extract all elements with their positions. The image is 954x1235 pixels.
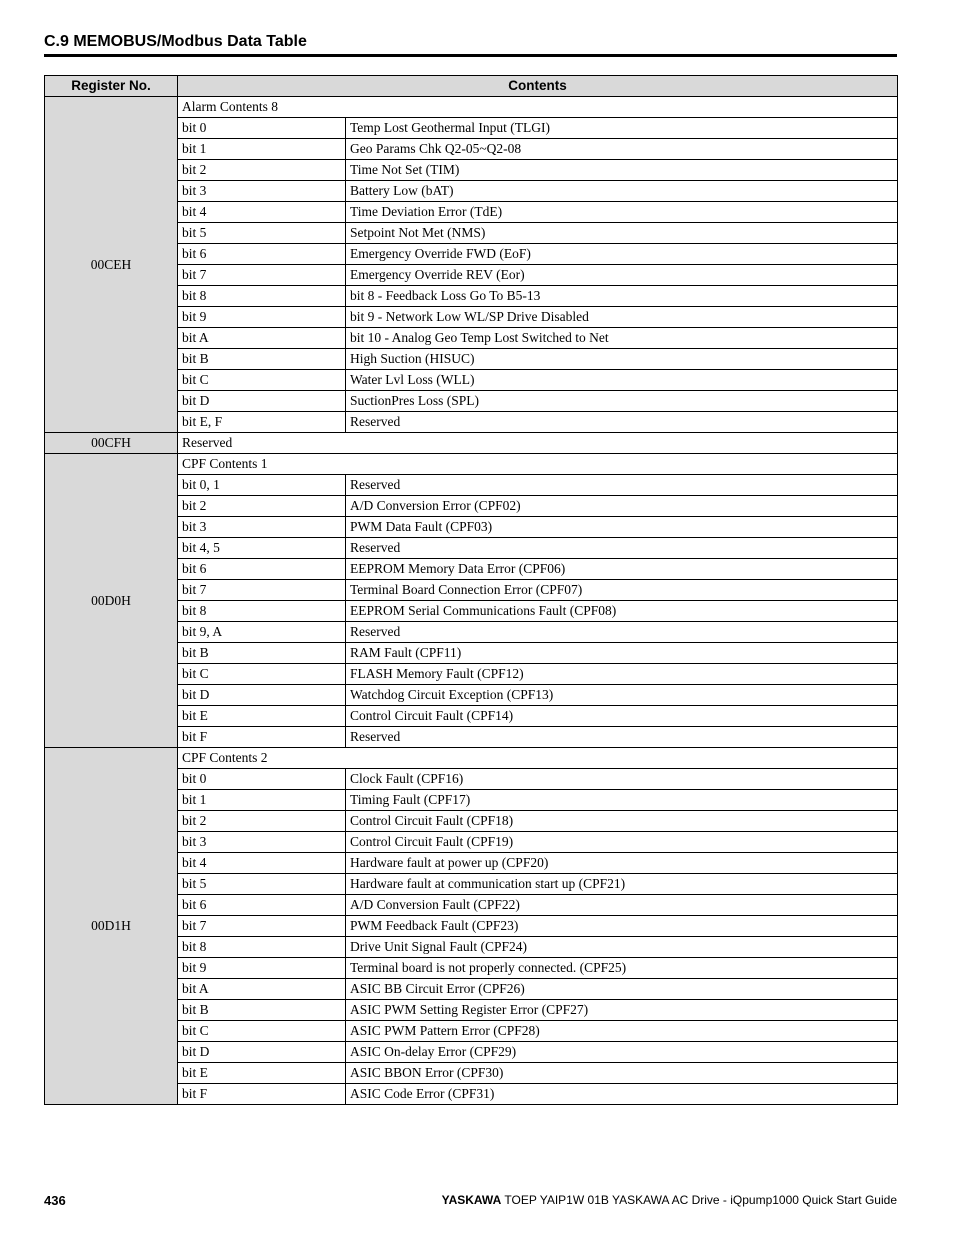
- bit-label: bit 2: [178, 160, 346, 181]
- bit-label: bit 6: [178, 244, 346, 265]
- bit-description: Hardware fault at power up (CPF20): [346, 853, 898, 874]
- bit-label: bit C: [178, 664, 346, 685]
- bit-description: Drive Unit Signal Fault (CPF24): [346, 937, 898, 958]
- bit-description: EEPROM Serial Communications Fault (CPF08): [346, 601, 898, 622]
- register-caption-row: [45, 97, 898, 118]
- bit-description: SuctionPres Loss (SPL): [346, 391, 898, 412]
- bit-label: bit B: [178, 1000, 346, 1021]
- register-no-header: Register No.: [45, 76, 178, 97]
- bit-label: bit C: [178, 1021, 346, 1042]
- register-table: [44, 75, 898, 1105]
- bit-label: bit 2: [178, 811, 346, 832]
- register-caption: CPF Contents 2: [178, 748, 898, 769]
- bit-label: bit 0: [178, 118, 346, 139]
- bit-description: A/D Conversion Error (CPF02): [346, 496, 898, 517]
- bit-label: bit 7: [178, 916, 346, 937]
- register-number: 00CFH: [45, 433, 178, 454]
- bit-description: RAM Fault (CPF11): [346, 643, 898, 664]
- bit-label: bit 9, A: [178, 622, 346, 643]
- bit-description: High Suction (HISUC): [346, 349, 898, 370]
- bit-description: Terminal board is not properly connected. (CPF25): [346, 958, 898, 979]
- bit-label: bit 6: [178, 895, 346, 916]
- register-number: 00CEH: [45, 97, 178, 433]
- bit-label: bit 0, 1: [178, 475, 346, 496]
- bit-description: Time Not Set (TIM): [346, 160, 898, 181]
- bit-label: bit F: [178, 727, 346, 748]
- register-number: 00D1H: [45, 748, 178, 1105]
- bit-description: Reserved: [346, 727, 898, 748]
- bit-description: EEPROM Memory Data Error (CPF06): [346, 559, 898, 580]
- bit-description: ASIC BBON Error (CPF30): [346, 1063, 898, 1084]
- bit-description: Battery Low (bAT): [346, 181, 898, 202]
- bit-label: bit 1: [178, 139, 346, 160]
- bit-label: bit 3: [178, 181, 346, 202]
- bit-description: ASIC Code Error (CPF31): [346, 1084, 898, 1105]
- bit-description: PWM Data Fault (CPF03): [346, 517, 898, 538]
- bit-label: bit F: [178, 1084, 346, 1105]
- bit-description: Reserved: [346, 538, 898, 559]
- bit-label: bit E: [178, 1063, 346, 1084]
- bit-description: A/D Conversion Fault (CPF22): [346, 895, 898, 916]
- bit-description: Hardware fault at communication start up (CPF21): [346, 874, 898, 895]
- bit-description: Reserved: [346, 475, 898, 496]
- bit-label: bit D: [178, 391, 346, 412]
- bit-description: Temp Lost Geothermal Input (TLGI): [346, 118, 898, 139]
- bit-label: bit B: [178, 349, 346, 370]
- bit-label: bit E: [178, 706, 346, 727]
- bit-description: Time Deviation Error (TdE): [346, 202, 898, 223]
- bit-label: bit 4, 5: [178, 538, 346, 559]
- bit-label: bit 5: [178, 223, 346, 244]
- bit-description: bit 8 - Feedback Loss Go To B5-13: [346, 286, 898, 307]
- contents-header: Contents: [178, 76, 898, 97]
- register-caption: CPF Contents 1: [178, 454, 898, 475]
- bit-description: Timing Fault (CPF17): [346, 790, 898, 811]
- register-caption-row: [45, 748, 898, 769]
- bit-description: ASIC BB Circuit Error (CPF26): [346, 979, 898, 1000]
- bit-label: bit 8: [178, 601, 346, 622]
- bit-description: Clock Fault (CPF16): [346, 769, 898, 790]
- bit-label: bit A: [178, 328, 346, 349]
- bit-description: FLASH Memory Fault (CPF12): [346, 664, 898, 685]
- bit-label: bit 3: [178, 832, 346, 853]
- bit-label: bit C: [178, 370, 346, 391]
- bit-label: bit 3: [178, 517, 346, 538]
- bit-description: Reserved: [346, 412, 898, 433]
- register-number: 00D0H: [45, 454, 178, 748]
- page-number: 436: [44, 1193, 66, 1208]
- bit-description: Geo Params Chk Q2-05~Q2-08: [346, 139, 898, 160]
- bit-label: bit B: [178, 643, 346, 664]
- footer-brand: YASKAWA: [441, 1193, 502, 1207]
- footer-doc-title: [442, 1193, 897, 1207]
- bit-description: Setpoint Not Met (NMS): [346, 223, 898, 244]
- bit-label: bit 7: [178, 265, 346, 286]
- bit-description: ASIC PWM Pattern Error (CPF28): [346, 1021, 898, 1042]
- register-caption: Alarm Contents 8: [178, 97, 898, 118]
- register-caption: Reserved: [178, 433, 898, 454]
- bit-label: bit A: [178, 979, 346, 1000]
- bit-label: bit 0: [178, 769, 346, 790]
- bit-label: bit 5: [178, 874, 346, 895]
- bit-label: bit 9: [178, 958, 346, 979]
- bit-label: bit 7: [178, 580, 346, 601]
- bit-description: Water Lvl Loss (WLL): [346, 370, 898, 391]
- bit-label: bit 4: [178, 202, 346, 223]
- bit-label: bit 6: [178, 559, 346, 580]
- register-caption-row: [45, 454, 898, 475]
- bit-description: Control Circuit Fault (CPF18): [346, 811, 898, 832]
- bit-label: bit 4: [178, 853, 346, 874]
- bit-description: ASIC PWM Setting Register Error (CPF27): [346, 1000, 898, 1021]
- bit-description: bit 9 - Network Low WL/SP Drive Disabled: [346, 307, 898, 328]
- bit-description: PWM Feedback Fault (CPF23): [346, 916, 898, 937]
- bit-description: Control Circuit Fault (CPF19): [346, 832, 898, 853]
- footer-doc-text: TOEP YAIP1W 01B YASKAWA AC Drive - iQpump1000 Quick Start Guide: [504, 1193, 897, 1207]
- table-body: [45, 97, 898, 1105]
- bit-description: Watchdog Circuit Exception (CPF13): [346, 685, 898, 706]
- bit-description: Emergency Override FWD (EoF): [346, 244, 898, 265]
- bit-label: bit D: [178, 1042, 346, 1063]
- bit-description: Control Circuit Fault (CPF14): [346, 706, 898, 727]
- register-caption-row: [45, 433, 898, 454]
- bit-description: Reserved: [346, 622, 898, 643]
- section-title: C.9 MEMOBUS/Modbus Data Table: [44, 33, 307, 50]
- bit-description: bit 10 - Analog Geo Temp Lost Switched to Net: [346, 328, 898, 349]
- bit-label: bit 9: [178, 307, 346, 328]
- bit-label: bit 8: [178, 286, 346, 307]
- bit-label: bit E, F: [178, 412, 346, 433]
- bit-label: bit D: [178, 685, 346, 706]
- bit-label: bit 1: [178, 790, 346, 811]
- bit-description: Emergency Override REV (Eor): [346, 265, 898, 286]
- bit-description: Terminal Board Connection Error (CPF07): [346, 580, 898, 601]
- bit-description: ASIC On-delay Error (CPF29): [346, 1042, 898, 1063]
- table-header-row: [45, 76, 898, 97]
- bit-label: bit 2: [178, 496, 346, 517]
- bit-label: bit 8: [178, 937, 346, 958]
- title-rule: [44, 54, 897, 57]
